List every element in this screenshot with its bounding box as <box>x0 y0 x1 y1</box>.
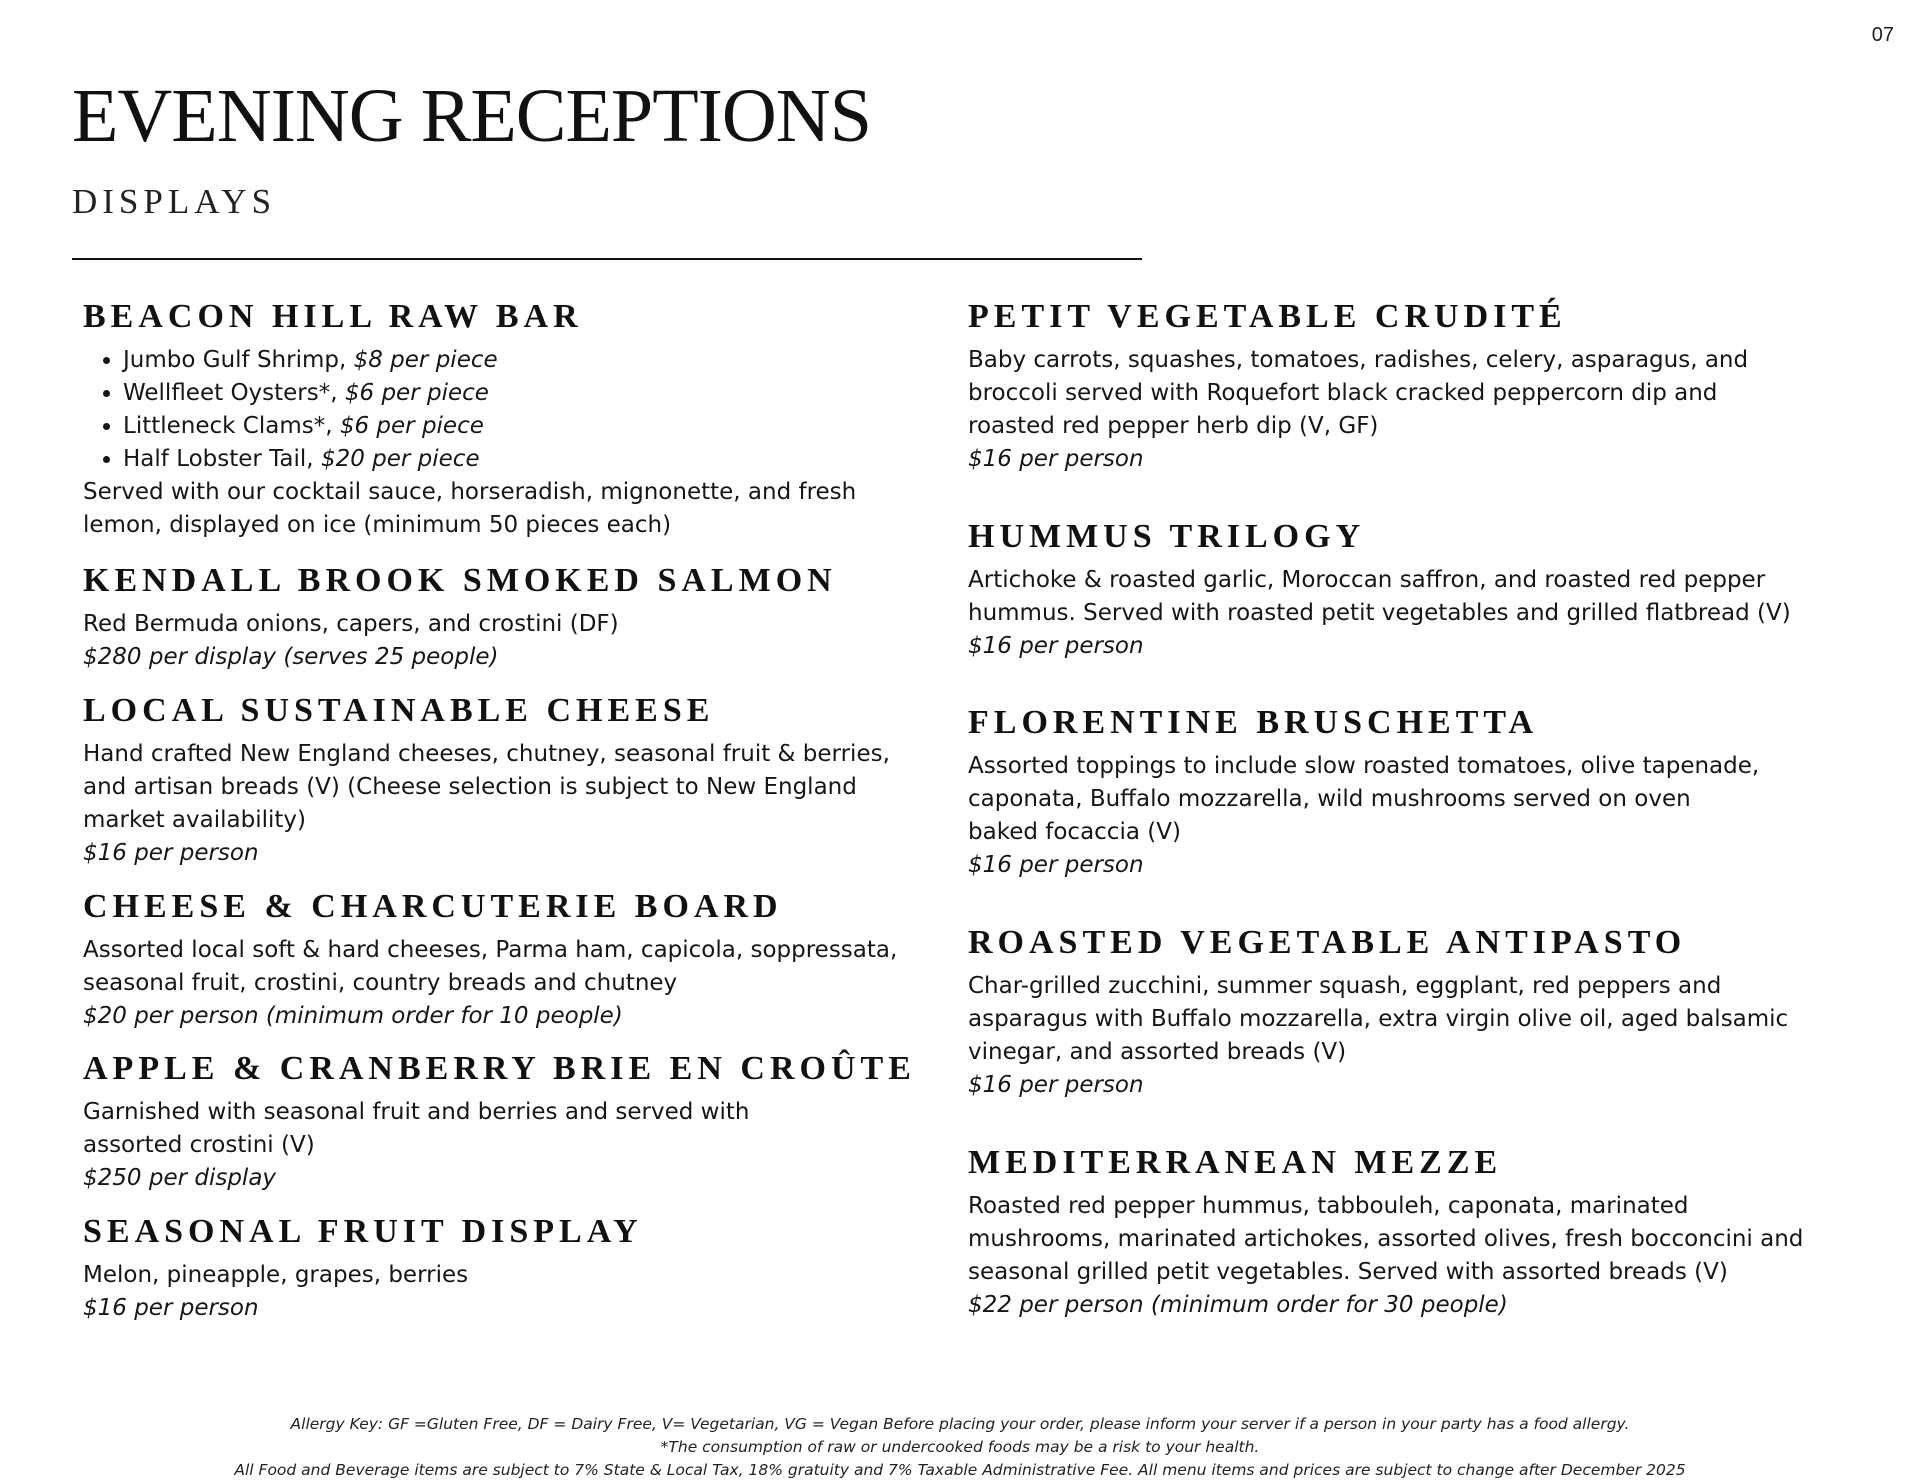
item-price: $16 per person <box>83 840 259 866</box>
page-number: 07 <box>1871 24 1894 46</box>
menu-item-bruschetta <box>968 706 1759 882</box>
bullet-price: $6 per piece <box>339 413 484 439</box>
bullet-name: Littleneck Clams*, <box>123 413 340 439</box>
item-heading: BEACON HILL RAW BAR <box>83 298 583 335</box>
item-description: roasted red pepper herb dip (V, GF) <box>968 413 1379 439</box>
item-description: vinegar, and assorted breads (V) <box>968 1039 1347 1065</box>
bullet-price: $6 per piece <box>344 380 489 406</box>
item-price: $16 per person <box>968 633 1144 659</box>
menu-item-antipasto <box>968 926 1788 1102</box>
bullet-name: Half Lobster Tail, <box>123 446 321 472</box>
list-item <box>123 377 856 410</box>
bullet-price: $20 per piece <box>320 446 480 472</box>
item-description: Assorted toppings to include slow roasted tomatoes, olive tapenade, <box>968 753 1760 779</box>
raw-food-warning: *The consumption of raw or undercooked foods may be a risk to your health. <box>660 1438 1260 1456</box>
item-heading: LOCAL SUSTAINABLE CHEESE <box>83 692 715 729</box>
item-description: Red Bermuda onions, capers, and crostini (DF) <box>83 611 619 637</box>
bullet-price: $8 per piece <box>353 347 498 373</box>
bullet-name: Jumbo Gulf Shrimp, <box>123 347 354 373</box>
menu-item-charcuterie <box>83 890 897 1033</box>
allergy-key: Allergy Key: GF =Gluten Free, DF = Dairy Free, V= Vegetarian, VG = Vegan Before placing your order, please inform your server if a person in your party has a food allergy. <box>290 1415 1630 1433</box>
menu-item-local-cheese <box>83 694 890 870</box>
item-description: seasonal grilled petit vegetables. Served with assorted breads (V) <box>968 1259 1728 1285</box>
item-description: Hand crafted New England cheeses, chutney, seasonal fruit & berries, <box>83 741 890 767</box>
tax-gratuity-note: All Food and Beverage items are subject to 7% State & Local Tax, 18% gratuity and 7% Taxable Administrative Fee. All menu items and prices are subject to change after December 2025 <box>234 1461 1686 1479</box>
item-description: asparagus with Buffalo mozzarella, extra virgin olive oil, aged balsamic <box>968 1006 1789 1032</box>
item-description: mushrooms, marinated artichokes, assorted olives, fresh bocconcini and <box>968 1226 1804 1252</box>
item-heading: CHEESE & CHARCUTERIE BOARD <box>83 888 783 925</box>
item-description: lemon, displayed on ice (minimum 50 pieces each) <box>83 512 672 538</box>
list-item <box>123 410 856 443</box>
menu-item-raw-bar <box>83 300 856 542</box>
menu-item-mezze <box>968 1146 1803 1322</box>
menu-item-hummus <box>968 520 1791 663</box>
item-price: $16 per person <box>968 446 1144 472</box>
item-description: seasonal fruit, crostini, country breads and chutney <box>83 970 678 996</box>
item-description: Artichoke & roasted garlic, Moroccan saffron, and roasted red pepper <box>968 567 1766 593</box>
item-price: $280 per display (serves 25 people) <box>83 644 499 670</box>
item-heading: ROASTED VEGETABLE ANTIPASTO <box>968 924 1687 961</box>
item-description: Char-grilled zucchini, summer squash, eggplant, red peppers and <box>968 973 1722 999</box>
menu-item-crudite <box>968 300 1748 476</box>
item-price: $16 per person <box>968 852 1144 878</box>
item-description: broccoli served with Roquefort black cracked peppercorn dip and <box>968 380 1718 406</box>
item-price: $16 per person <box>83 1295 259 1321</box>
item-heading: APPLE & CRANBERRY BRIE EN CROÛTE <box>83 1050 916 1087</box>
menu-item-smoked-salmon <box>83 564 837 674</box>
raw-bar-list <box>83 344 856 476</box>
item-description: market availability) <box>83 807 306 833</box>
item-description: assorted crostini (V) <box>83 1132 315 1158</box>
item-description: and artisan breads (V) (Cheese selection is subject to New England <box>83 774 857 800</box>
item-price: $22 per person (minimum order for 30 people) <box>968 1292 1508 1318</box>
title-divider <box>72 258 1142 260</box>
item-heading: PETIT VEGETABLE CRUDITÉ <box>968 298 1567 335</box>
item-description: caponata, Buffalo mozzarella, wild mushrooms served on oven <box>968 786 1691 812</box>
item-description: baked focaccia (V) <box>968 819 1181 845</box>
item-price: $20 per person (minimum order for 10 people) <box>83 1003 623 1029</box>
item-description: Baby carrots, squashes, tomatoes, radishes, celery, asparagus, and <box>968 347 1749 373</box>
list-item <box>123 443 856 476</box>
item-price: $250 per display <box>83 1165 277 1191</box>
item-heading: KENDALL BROOK SMOKED SALMON <box>83 562 837 599</box>
item-heading: HUMMUS TRILOGY <box>968 518 1366 555</box>
item-heading: FLORENTINE BRUSCHETTA <box>968 704 1539 741</box>
item-description: hummus. Served with roasted petit vegetables and grilled flatbread (V) <box>968 600 1791 626</box>
item-description: Served with our cocktail sauce, horseradish, mignonette, and fresh <box>83 479 857 505</box>
bullet-name: Wellfleet Oysters*, <box>123 380 345 406</box>
page-title: EVENING RECEPTIONS <box>72 74 871 158</box>
footer-notes <box>0 1413 1920 1482</box>
item-description: Garnished with seasonal fruit and berries and served with <box>83 1099 750 1125</box>
item-description: Melon, pineapple, grapes, berries <box>83 1262 469 1288</box>
page-subtitle: DISPLAYS <box>72 182 277 221</box>
item-price: $16 per person <box>968 1072 1144 1098</box>
menu-item-brie <box>83 1052 916 1195</box>
menu-item-fruit-display <box>83 1215 643 1325</box>
item-description: Roasted red pepper hummus, tabbouleh, caponata, marinated <box>968 1193 1689 1219</box>
item-heading: MEDITERRANEAN MEZZE <box>968 1144 1503 1181</box>
item-heading: SEASONAL FRUIT DISPLAY <box>83 1213 643 1250</box>
item-description: Assorted local soft & hard cheeses, Parma ham, capicola, soppressata, <box>83 937 898 963</box>
list-item <box>123 344 856 377</box>
